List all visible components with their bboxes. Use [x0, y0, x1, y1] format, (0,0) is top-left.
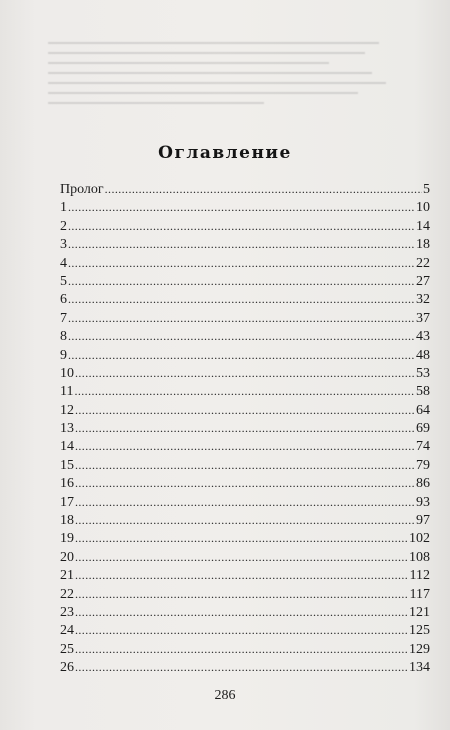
toc-entry	[60, 640, 430, 658]
dot-leader	[75, 548, 408, 566]
toc-entry-page: 43	[416, 329, 430, 345]
toc-entry-label: 2	[60, 218, 67, 234]
toc-entry-page: 18	[416, 237, 430, 253]
toc-entry-label: 1	[60, 200, 67, 216]
dot-leader	[68, 309, 415, 327]
toc-entry-label: 9	[60, 347, 67, 363]
toc-entry-page: 10	[416, 200, 430, 216]
dot-leader	[75, 419, 415, 437]
toc-entry	[60, 456, 430, 474]
page-number: 286	[214, 688, 236, 703]
toc-entry-page: 37	[416, 310, 430, 326]
dot-leader	[68, 254, 415, 272]
toc-entry	[60, 180, 430, 198]
toc-entry-label: 25	[60, 641, 74, 657]
toc-entry	[60, 235, 430, 253]
dot-leader	[68, 290, 415, 308]
dot-leader	[75, 640, 408, 658]
toc-entry-label: 7	[60, 310, 67, 326]
toc-entry-label: 16	[60, 476, 74, 492]
toc-entry	[60, 529, 430, 547]
toc-entry-label: 26	[60, 660, 74, 676]
toc-entry-label: 17	[60, 494, 74, 510]
toc-entry-page: 27	[416, 273, 430, 289]
dot-leader	[75, 511, 415, 529]
toc-entry	[60, 437, 430, 455]
toc-entry	[60, 585, 430, 603]
dot-leader	[75, 585, 409, 603]
toc-entry	[60, 603, 430, 621]
toc-entry-page: 97	[416, 513, 430, 529]
toc-entry-page: 69	[416, 421, 430, 437]
toc-entry	[60, 566, 430, 584]
dot-leader	[75, 603, 408, 621]
dot-leader	[75, 474, 415, 492]
toc-entry-label: 24	[60, 623, 74, 639]
toc-entry-label: 20	[60, 549, 74, 565]
dot-leader	[75, 566, 409, 584]
dot-leader	[68, 346, 415, 364]
toc-entry-label: 12	[60, 402, 74, 418]
toc-entry-label: 15	[60, 457, 74, 473]
toc-entry	[60, 327, 430, 345]
dot-leader	[75, 364, 415, 382]
toc-entry-label: 3	[60, 237, 67, 253]
toc-entry	[60, 364, 430, 382]
toc-entry	[60, 217, 430, 235]
toc-entry-label: 13	[60, 421, 74, 437]
toc-entry-page: 32	[416, 292, 430, 308]
toc-entry-label: 5	[60, 273, 67, 289]
toc-entry	[60, 382, 430, 400]
toc-entry-label: 19	[60, 531, 74, 547]
dot-leader	[68, 272, 415, 290]
toc-entry	[60, 658, 430, 676]
toc-entry-page: 58	[416, 384, 430, 400]
toc-entry-label: Пролог	[60, 182, 104, 197]
dot-leader	[75, 456, 415, 474]
toc-entry	[60, 401, 430, 419]
toc-entry-page: 5	[423, 182, 430, 197]
dot-leader	[74, 382, 415, 400]
toc-entry-page: 129	[409, 641, 430, 657]
toc-entry-page: 121	[409, 604, 430, 620]
dot-leader	[68, 327, 415, 345]
toc-entry-page: 64	[416, 402, 430, 418]
dot-leader	[75, 401, 415, 419]
toc-entry-label: 8	[60, 329, 67, 345]
toc-entry-page: 102	[409, 531, 430, 547]
toc-entry-label: 6	[60, 292, 67, 308]
toc-entry-label: 4	[60, 255, 67, 271]
toc-entry-label: 11	[60, 384, 74, 400]
toc-entry-label: 22	[60, 586, 74, 602]
toc-entry	[60, 309, 430, 327]
toc-entry	[60, 548, 430, 566]
dot-leader	[68, 235, 415, 253]
dot-leader	[68, 198, 415, 216]
toc-entry-page: 117	[409, 586, 430, 602]
toc-entry	[60, 346, 430, 364]
toc-entry	[60, 511, 430, 529]
toc-entry	[60, 272, 430, 290]
dot-leader	[68, 217, 415, 235]
dot-leader	[75, 437, 415, 455]
toc-entry-page: 48	[416, 347, 430, 363]
toc-entry-label: 21	[60, 568, 74, 584]
toc-entry-page: 125	[409, 623, 430, 639]
toc-entry-label: 23	[60, 604, 74, 620]
page-title: Оглавление	[158, 143, 292, 163]
toc-entry	[60, 198, 430, 216]
toc-entry-page: 93	[416, 494, 430, 510]
toc-entry-page: 53	[416, 365, 430, 381]
toc-entry	[60, 254, 430, 272]
dot-leader	[75, 658, 408, 676]
toc-entry-page: 112	[409, 568, 430, 584]
toc-entry	[60, 493, 430, 511]
toc-entry-page: 22	[416, 255, 430, 271]
toc-entry-page: 14	[416, 218, 430, 234]
toc-entry-label: 14	[60, 439, 74, 455]
toc-entry	[60, 621, 430, 639]
toc-entry	[60, 419, 430, 437]
toc-entry-label: 10	[60, 365, 74, 381]
dot-leader	[75, 529, 408, 547]
toc-entry-page: 74	[416, 439, 430, 455]
toc-entry-label: 18	[60, 513, 74, 529]
toc-entry-page: 134	[409, 660, 430, 676]
toc-entry-page: 86	[416, 476, 430, 492]
toc-entry	[60, 474, 430, 492]
table-of-contents	[60, 180, 430, 677]
toc-entry	[60, 290, 430, 308]
dot-leader	[75, 493, 415, 511]
dot-leader	[105, 180, 422, 198]
toc-entry-page: 108	[409, 549, 430, 565]
dot-leader	[75, 621, 408, 639]
toc-entry-page: 79	[416, 457, 430, 473]
